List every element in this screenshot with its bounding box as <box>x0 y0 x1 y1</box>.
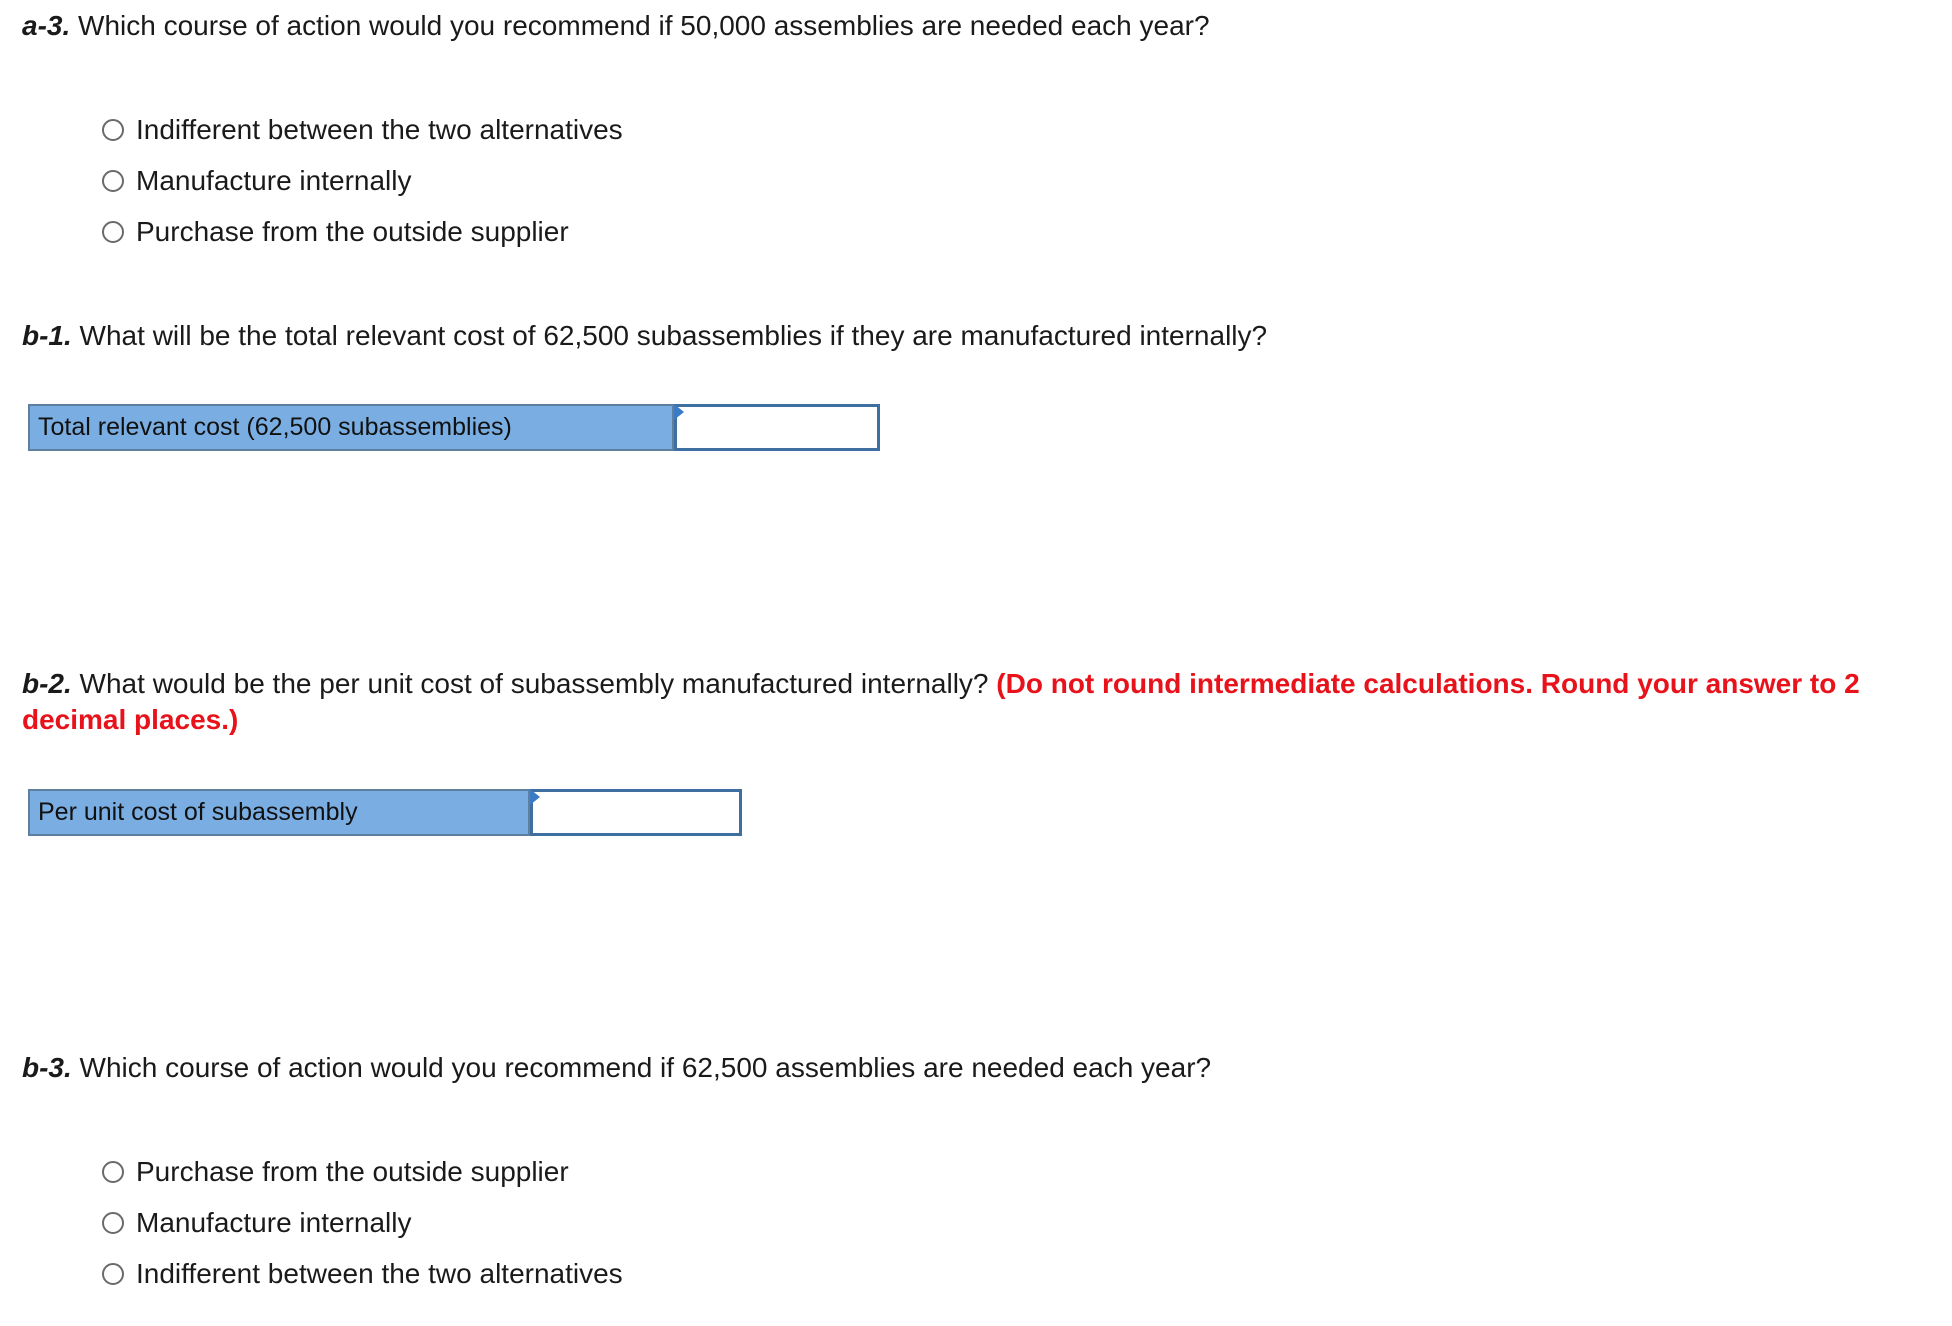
radio-button-icon[interactable] <box>102 119 124 141</box>
radio-option-b3-purchase[interactable] <box>102 1146 623 1197</box>
radio-option-a3-purchase[interactable] <box>102 206 623 257</box>
radio-button-icon[interactable] <box>102 221 124 243</box>
radio-group-b3 <box>102 1146 623 1299</box>
question-a3-number: a-3. <box>22 10 71 41</box>
question-a3-text: Which course of action would you recommend if 50,000 assemblies are needed each year? <box>70 10 1210 41</box>
total-relevant-cost-input[interactable] <box>677 407 877 448</box>
radio-label[interactable]: Purchase from the outside supplier <box>136 215 569 247</box>
radio-button-icon[interactable] <box>102 1212 124 1234</box>
question-b2-number: b-2. <box>22 668 72 699</box>
question-b3-number: b-3. <box>22 1052 72 1083</box>
answer-input-box[interactable] <box>674 404 880 451</box>
question-b3 <box>22 1050 1211 1086</box>
question-a3 <box>22 8 1210 44</box>
answer-row-label: Per unit cost of subassembly <box>28 789 530 836</box>
radio-label[interactable]: Purchase from the outside supplier <box>136 1155 569 1187</box>
radio-label[interactable]: Manufacture internally <box>136 164 412 196</box>
radio-group-a3 <box>102 104 623 257</box>
radio-button-icon[interactable] <box>102 1263 124 1285</box>
radio-option-a3-indifferent[interactable] <box>102 104 623 155</box>
question-b3-text: Which course of action would you recommend if 62,500 assemblies are needed each year? <box>71 1052 1212 1083</box>
answer-row-label: Total relevant cost (62,500 subassemblies) <box>28 404 674 451</box>
question-b1 <box>22 318 1267 354</box>
per-unit-cost-input[interactable] <box>533 792 739 833</box>
input-flag-icon <box>674 404 684 420</box>
radio-option-b3-manufacture[interactable] <box>102 1197 623 1248</box>
radio-button-icon[interactable] <box>102 170 124 192</box>
input-flag-icon <box>530 789 540 805</box>
question-b1-number: b-1. <box>22 320 72 351</box>
answer-row-per-unit-cost <box>28 789 742 836</box>
question-b1-text: What will be the total relevant cost of 62,500 subassemblies if they are manufactured internally? <box>71 320 1268 351</box>
radio-label[interactable]: Indifferent between the two alternatives <box>136 1257 623 1289</box>
question-b2 <box>22 666 1902 738</box>
question-b2-text: What would be the per unit cost of subassembly manufactured internally? <box>71 668 997 699</box>
radio-option-b3-indifferent[interactable] <box>102 1248 623 1299</box>
answer-input-box[interactable] <box>530 789 742 836</box>
question-b2-note: (Do not round intermediate calculations. Round your answer to 2 decimal places.) <box>22 668 1860 735</box>
radio-label[interactable]: Manufacture internally <box>136 1206 412 1238</box>
radio-option-a3-manufacture[interactable] <box>102 155 623 206</box>
answer-row-total-relevant-cost <box>28 404 880 451</box>
radio-label[interactable]: Indifferent between the two alternatives <box>136 113 623 145</box>
radio-button-icon[interactable] <box>102 1161 124 1183</box>
